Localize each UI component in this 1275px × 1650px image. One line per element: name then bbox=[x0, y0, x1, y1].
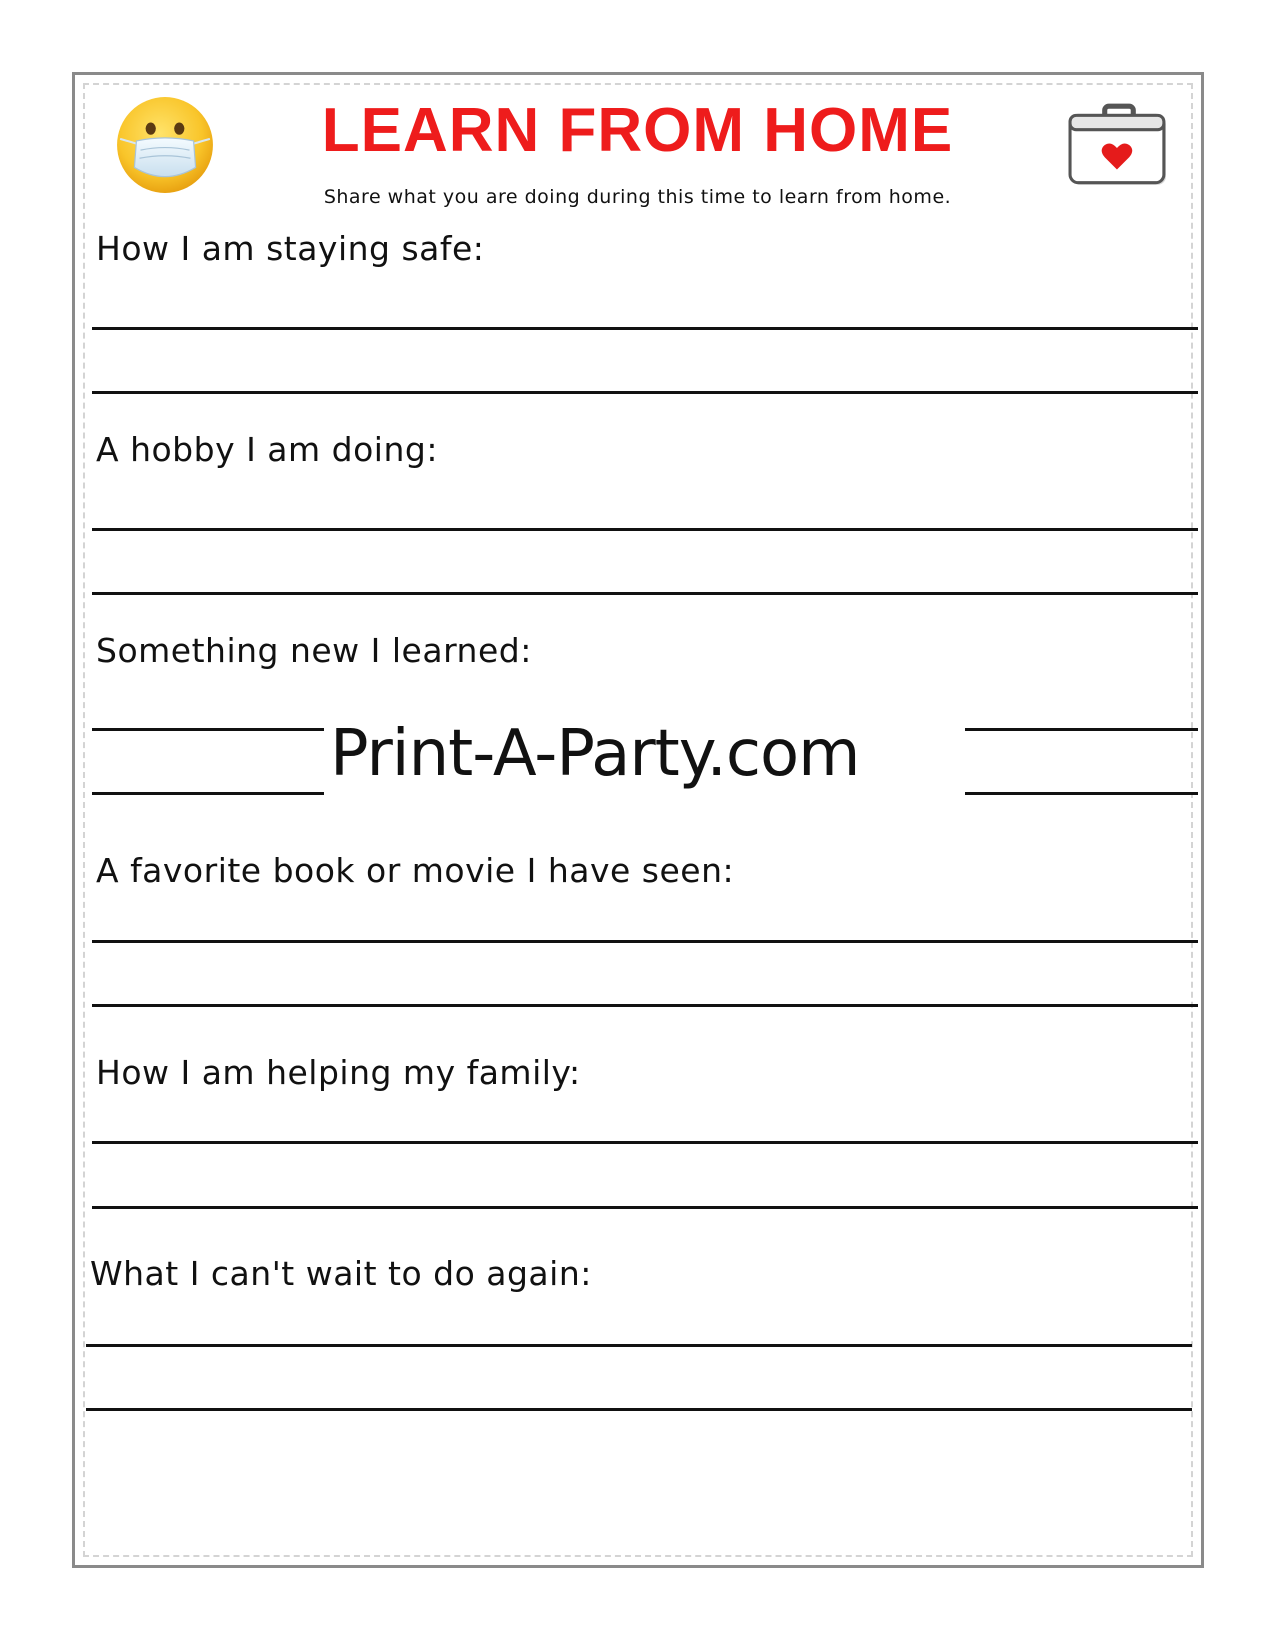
answer-line[interactable] bbox=[92, 391, 1198, 394]
answer-line[interactable] bbox=[92, 327, 1198, 330]
answer-line[interactable] bbox=[92, 1206, 1198, 1209]
answer-line[interactable] bbox=[86, 1408, 1192, 1411]
page-subtitle: Share what you are doing during this time to learn from home. bbox=[323, 186, 952, 208]
question-something-new: Something new I learned: bbox=[96, 631, 532, 670]
answer-line[interactable] bbox=[965, 792, 1198, 795]
answer-line[interactable] bbox=[92, 528, 1198, 531]
answer-line[interactable] bbox=[92, 1141, 1198, 1144]
answer-line[interactable] bbox=[92, 592, 1198, 595]
answer-line[interactable] bbox=[92, 940, 1198, 943]
question-helping-family: How I am helping my family: bbox=[96, 1053, 581, 1092]
answer-line[interactable] bbox=[92, 728, 324, 731]
question-favorite-book-movie: A favorite book or movie I have seen: bbox=[96, 851, 735, 890]
question-hobby: A hobby I am doing: bbox=[96, 430, 438, 469]
answer-line[interactable] bbox=[92, 792, 324, 795]
page-frame-dashed-border bbox=[83, 83, 1193, 1557]
page-title: LEARN FROM HOME bbox=[321, 96, 954, 165]
question-staying-safe: How I am staying safe: bbox=[96, 229, 485, 268]
question-cant-wait: What I can't wait to do again: bbox=[90, 1254, 592, 1293]
watermark: Print-A-Party.com bbox=[330, 717, 860, 791]
answer-line[interactable] bbox=[86, 1344, 1192, 1347]
answer-line[interactable] bbox=[92, 1004, 1198, 1007]
answer-line[interactable] bbox=[965, 728, 1198, 731]
